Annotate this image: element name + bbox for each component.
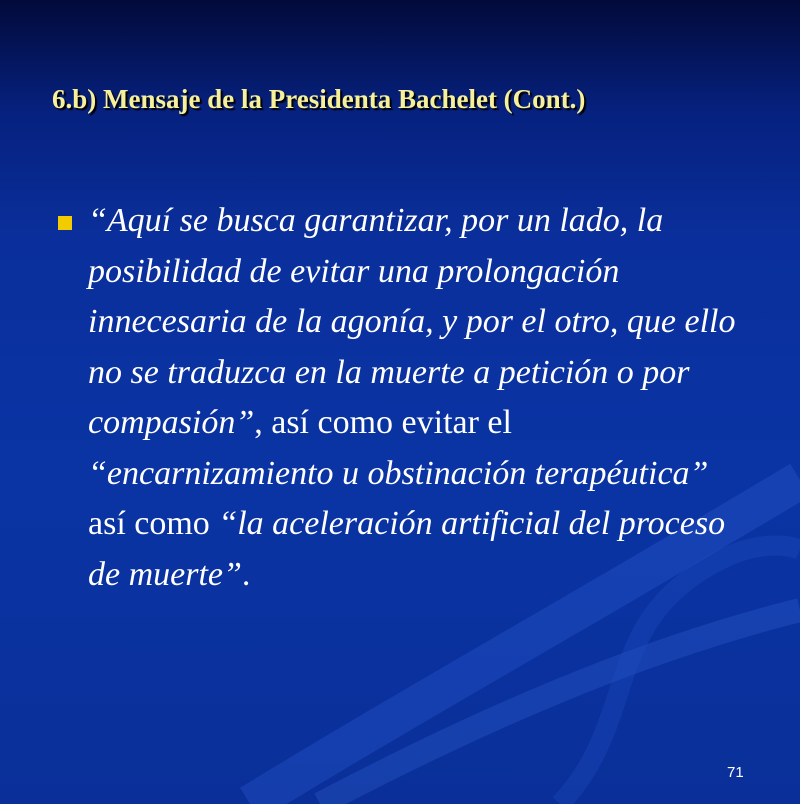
quote-segment-2: , así como evitar el (254, 404, 512, 441)
quote-segment-3: “encarnizamiento u obstinación terapéutica” (88, 454, 709, 492)
quote-segment-5: “la aceleración artificial del proceso de muerte” (88, 505, 726, 593)
bullet-square-icon (58, 216, 72, 230)
quote-segment-6: . (241, 555, 251, 593)
slide-title: 6.b) Mensaje de la Presidenta Bachelet (Cont.) (52, 84, 586, 114)
quote-segment-1: “Aquí se busca garantizar, por un lado, la posibilidad de evitar una prolongación innecesaria de la agonía, y por el otro, que ello no se traduzca en la muerte a petición o por compasión” (88, 202, 736, 441)
bullet-item (52, 196, 742, 600)
quote-segment-4: así como (88, 505, 219, 542)
quote-text (88, 196, 742, 600)
page-number: 71 (727, 764, 744, 781)
